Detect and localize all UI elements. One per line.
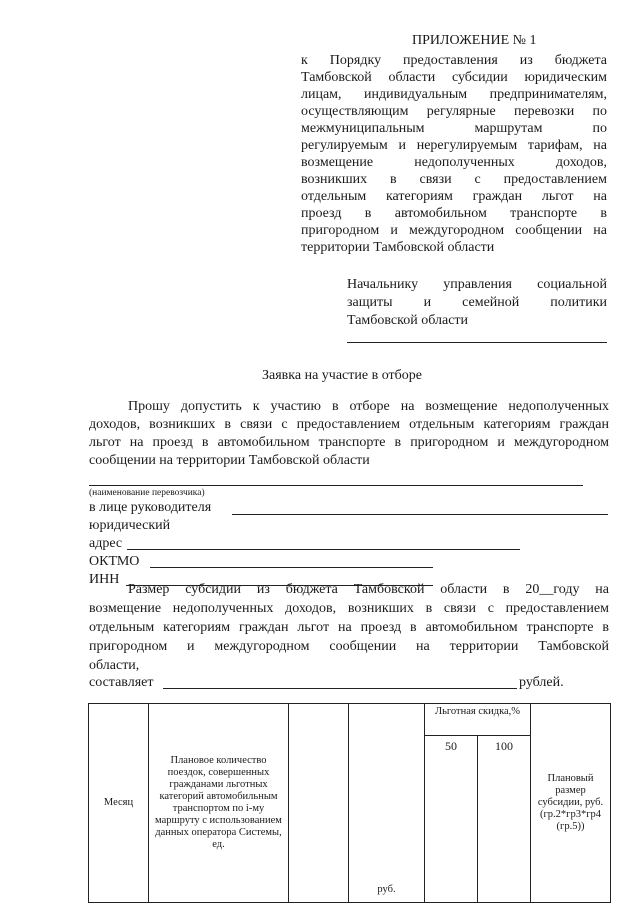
intro-line: Прошу допустить к участию в отборе на возмещение недополученных	[128, 399, 609, 414]
intro-line: сообщении на территории Тамбовской области	[89, 453, 370, 468]
amount-field[interactable]	[163, 688, 517, 689]
amount-label: составляет	[89, 675, 154, 690]
basis-line: отдельным категориям граждан льгот на	[301, 189, 607, 204]
basis-line: пригородном и междугородном сообщении на	[301, 223, 607, 238]
basis-line: лицам, индивидуальным предпринимателям,	[301, 87, 607, 102]
basis-line: межмуниципальным маршрутам по	[301, 121, 607, 136]
subsidy-line: отдельным категориям граждан льгот на проезд в автомобильном транспорте в	[89, 620, 609, 635]
carrier-name-caption: (наименование перевозчика)	[89, 488, 205, 498]
legal-label: юридический	[89, 518, 171, 533]
addressee-signature-line[interactable]	[347, 342, 607, 343]
col-empty-header	[289, 704, 349, 903]
appendix-title: ПРИЛОЖЕНИЕ № 1	[412, 33, 537, 48]
col-rub-header: руб.	[349, 704, 425, 903]
subsidy-line: Размер субсидии из бюджета Тамбовской области в 20__году на	[128, 582, 609, 597]
address-label: адрес	[89, 536, 123, 551]
basis-line: возмещение недополученных доходов,	[301, 155, 607, 170]
discount-100: 100	[478, 736, 531, 903]
basis-line: к Порядку предоставления из бюджета	[301, 53, 607, 68]
col-planned-header: Плановый размер субсидии, руб. (гр.2*гр3*гр4 (гр.5))	[531, 704, 611, 903]
basis-line: Тамбовской области субсидии юридическим	[301, 70, 607, 85]
inn-label: ИНН	[89, 572, 120, 587]
discount-50: 50	[425, 736, 478, 903]
head-label: в лице руководителя	[89, 500, 212, 515]
carrier-name-field[interactable]	[89, 485, 583, 486]
intro-line: доходов, возникших в связи с предоставлением отдельным категориям граждан	[89, 417, 609, 432]
oktmo-field[interactable]	[150, 567, 433, 568]
basis-line: возникших в связи с предоставлением	[301, 172, 607, 187]
currency-label: рублей.	[519, 675, 564, 690]
form-title: Заявка на участие в отборе	[262, 368, 422, 383]
intro-line: льгот на проезд в автомобильном транспорте в пригородном и междугородном	[89, 435, 609, 450]
subsidy-line: возмещение недополученных доходов, возникших в связи с предоставлением	[89, 601, 609, 616]
subsidy-line: области,	[89, 658, 140, 673]
col-month-header: Месяц	[89, 704, 149, 903]
head-field[interactable]	[232, 514, 608, 515]
basis-line: регулируемым и нерегулируемым тарифам, на	[301, 138, 607, 153]
basis-line: осуществляющим регулярные перевозки по	[301, 104, 607, 119]
basis-line: проезд в автомобильном транспорте в	[301, 206, 607, 221]
subsidy-line: пригородном и междугородном сообщении на территории Тамбовской	[89, 639, 609, 654]
address-field[interactable]	[127, 549, 520, 550]
col-discount-header: Льготная скидка,%	[425, 704, 531, 736]
addressee-line: Тамбовской области	[347, 313, 469, 328]
col-trips-header: Плановое количество поездок, совершенных гражданами льготных категорий автомобильным транспортом по i-му маршруту с использованием данных оператора Системы, ед.	[149, 704, 289, 903]
basis-line: территории Тамбовской области	[301, 240, 495, 255]
subsidy-table	[88, 703, 611, 903]
addressee-line: Начальнику управления социальной	[347, 277, 607, 292]
oktmo-label: ОКТМО	[89, 554, 140, 569]
addressee-line: защиты и семейной политики	[347, 295, 607, 310]
